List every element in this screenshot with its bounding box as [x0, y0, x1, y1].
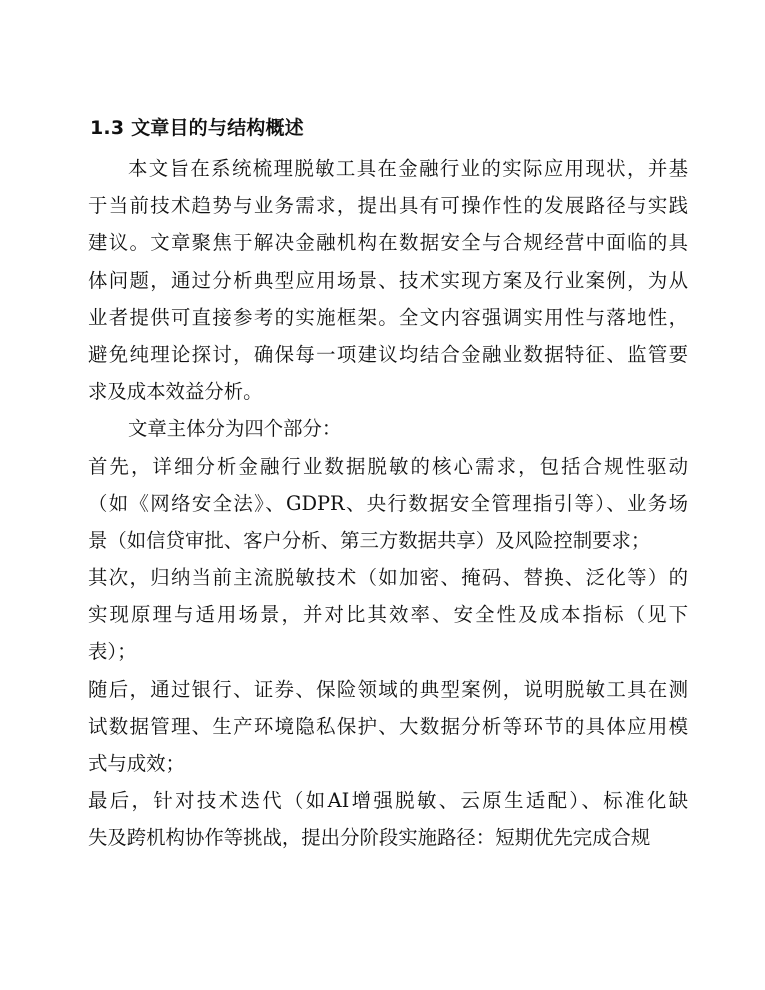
- paragraph: [88, 448, 688, 560]
- text-line: 其次，归纳当前主流脱敏技术（如加密、掩码、替换、泛化等）的: [88, 566, 688, 590]
- text-line: 本文旨在系统梳理脱敏工具在金融行业的实际应用现状，并基: [128, 157, 688, 180]
- paragraph: [88, 671, 688, 783]
- body-text: [88, 150, 688, 857]
- text-line: 于当前技术趋势与业务需求，提出具有可操作性的发展路径与实践: [88, 194, 688, 218]
- text-line: 体问题，通过分析典型应用场景、技术实现方案及行业案例，为从: [88, 268, 688, 292]
- text-line: 景（如信贷审批、客户分析、第三方数据共享）及风险控制要求；: [88, 528, 651, 552]
- text-line: （如《网络安全法》、GDPR、央行数据安全管理指引等）、业务场: [88, 491, 688, 515]
- text-line: 最后，针对技术迭代（如AI增强脱敏、云原生适配）、标准化缺: [88, 789, 688, 813]
- paragraph: [88, 559, 688, 671]
- paragraph: [88, 782, 688, 856]
- text-line: 失及跨机构协作等挑战，提出分阶段实施路径：短期优先完成合规: [88, 826, 651, 850]
- paragraph: [88, 150, 688, 410]
- text-line: 避免纯理论探讨，确保每一项建议均结合金融业数据特征、监管要: [88, 342, 688, 366]
- text-line: 式与成效；: [88, 752, 185, 775]
- section-heading: 1.3 文章目的与结构概述: [90, 117, 304, 139]
- text-line: 随后，通过银行、证券、保险领域的典型案例，说明脱敏工具在测: [88, 677, 688, 701]
- paragraph: [88, 410, 688, 447]
- text-line: 首先，详细分析金融行业数据脱敏的核心需求，包括合规性驱动: [88, 454, 688, 478]
- text-line: 业者提供可直接参考的实施框架。全文内容强调实用性与落地性，: [88, 305, 688, 329]
- text-line: 实现原理与适用场景，并对比其效率、安全性及成本指标（见下: [88, 603, 688, 627]
- text-line: 建议。文章聚焦于解决金融机构在数据安全与合规经营中面临的具: [88, 231, 688, 255]
- text-line: 试数据管理、生产环境隐私保护、大数据分析等环节的具体应用模: [88, 714, 688, 738]
- text-line: 表）；: [88, 640, 137, 664]
- text-line: 求及成本效益分析。: [88, 380, 263, 404]
- text-line: 文章主体分为四个部分：: [128, 417, 342, 441]
